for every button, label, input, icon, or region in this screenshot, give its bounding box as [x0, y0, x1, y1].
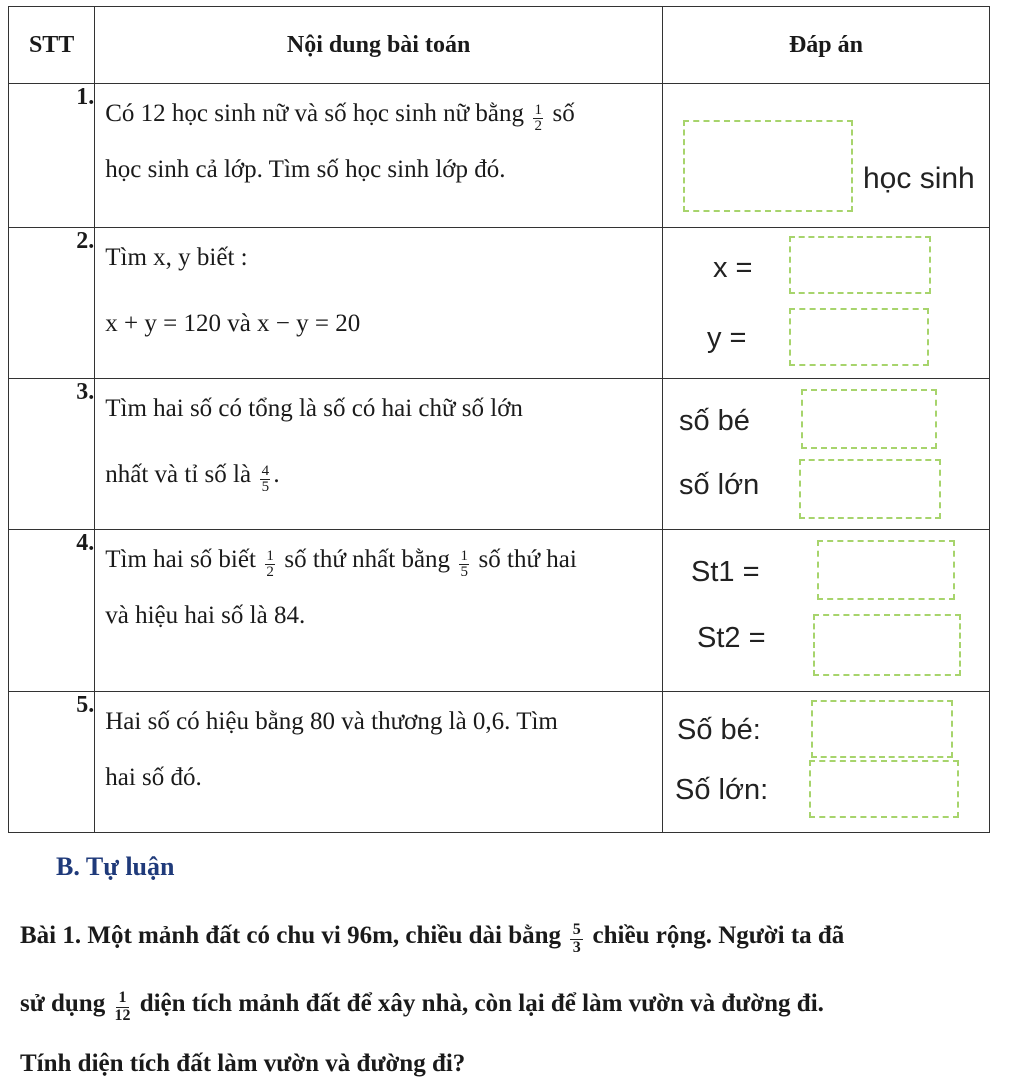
answer-label-x: x =	[712, 252, 753, 284]
answer-input-box[interactable]	[801, 389, 937, 449]
answer-input-box[interactable]	[683, 120, 853, 212]
problem-text: Có 12 học sinh nữ và số học sinh nữ bằng	[105, 100, 524, 127]
row-number: 2.	[9, 228, 95, 379]
problem-text: nhất và tỉ số là	[105, 461, 252, 488]
answer-cell	[662, 530, 989, 692]
table-row	[9, 379, 990, 530]
table-row	[9, 530, 990, 692]
answer-input-box[interactable]	[789, 308, 929, 366]
essay-paragraph-line: Tính diện tích đất làm vườn và đường đi?	[20, 1050, 466, 1077]
section-title: B. Tự luận	[56, 852, 175, 881]
answer-label-large: số lớn	[678, 469, 760, 501]
answer-input-box[interactable]	[813, 614, 961, 676]
fraction: $\frac{4}{5}$	[261, 463, 270, 495]
answer-input-box[interactable]	[789, 236, 931, 294]
fraction: $\frac{1}{2}$	[534, 102, 542, 134]
answer-label-small: số bé	[678, 405, 750, 437]
exercise-table	[8, 6, 990, 833]
problem-text: Tìm x, y biết :	[105, 244, 248, 271]
essay-text: Bài 1. Một mảnh đất có chu vi 96m, chiều dài bằng	[20, 922, 562, 949]
problem-cell	[95, 84, 663, 228]
answer-cell	[662, 692, 989, 833]
problem-text: số thứ hai	[478, 546, 577, 573]
problem-text: và hiệu hai số là 84.	[105, 602, 306, 629]
answer-label-large: Số lớn:	[674, 774, 769, 806]
problem-text: học sinh cả lớp. Tìm số học sinh lớp đó.	[105, 156, 506, 183]
answer-label-st1: St1 =	[690, 556, 760, 588]
fraction: $\frac{5}{3}$	[570, 922, 583, 956]
problem-cell	[95, 228, 663, 379]
essay-text: diện tích mảnh đất để xây nhà, còn lại để làm vườn và đường đi.	[139, 990, 824, 1017]
answer-input-box[interactable]	[799, 459, 941, 519]
fraction: $\frac{1}{2}$	[266, 548, 274, 580]
problem-text: x + y = 120 và x − y = 20	[105, 310, 361, 337]
problem-text: số	[552, 100, 575, 127]
essay-paragraph-line	[20, 990, 824, 1024]
answer-label-small: Số bé:	[676, 714, 761, 746]
answer-input-box[interactable]	[817, 540, 955, 600]
problem-text: .	[273, 461, 280, 488]
answer-input-box[interactable]	[811, 700, 953, 758]
answer-label-st2: St2 =	[696, 622, 766, 654]
fraction: $\frac{1}{5}$	[460, 548, 469, 580]
fraction: $\frac{1}{12}$	[114, 989, 131, 1024]
essay-text: chiều rộng. Người ta đã	[592, 922, 845, 949]
essay-paragraph-line	[20, 922, 844, 956]
problem-text: Tìm hai số có tổng là số có hai chữ số lớn	[105, 395, 523, 422]
header-stt: STT	[9, 7, 95, 84]
row-number: 3.	[9, 379, 95, 530]
problem-cell	[95, 692, 663, 833]
table-row	[9, 228, 990, 379]
problem-cell	[95, 530, 663, 692]
table-header-row	[9, 7, 990, 84]
problem-text: Hai số có hiệu bằng 80 và thương là 0,6. Tìm	[105, 708, 558, 735]
answer-input-box[interactable]	[809, 760, 959, 818]
row-number: 4.	[9, 530, 95, 692]
problem-text: số thứ nhất bằng	[284, 546, 451, 573]
header-content: Nội dung bài toán	[95, 7, 663, 84]
problem-text: Tìm hai số biết	[105, 546, 256, 573]
table-row	[9, 692, 990, 833]
row-number: 1.	[9, 84, 95, 228]
answer-cell	[662, 228, 989, 379]
answer-cell	[662, 379, 989, 530]
row-number: 5.	[9, 692, 95, 833]
answer-unit: học sinh	[862, 162, 975, 195]
problem-text: hai số đó.	[105, 764, 202, 791]
problem-cell	[95, 379, 663, 530]
answer-cell	[662, 84, 989, 228]
answer-label-y: y =	[706, 322, 747, 354]
essay-text: sử dụng	[20, 990, 106, 1017]
header-answer: Đáp án	[662, 7, 989, 84]
table-row	[9, 84, 990, 228]
